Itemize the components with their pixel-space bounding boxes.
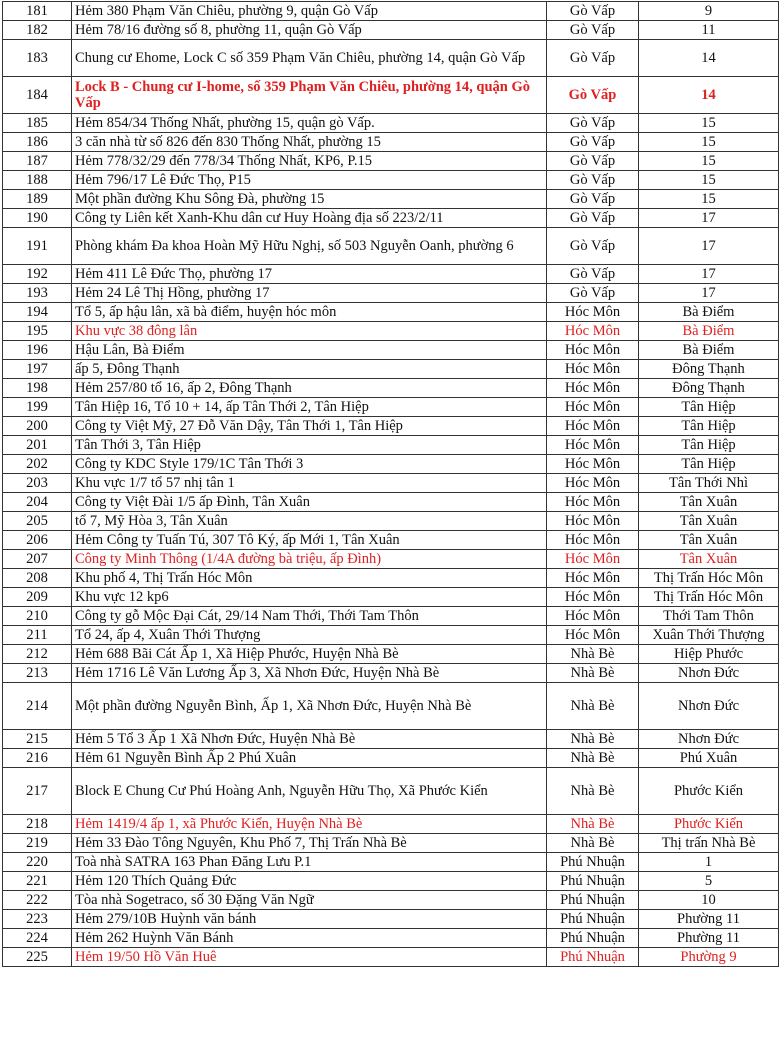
- table-row: [3, 379, 779, 398]
- district-cell: Gò Vấp: [547, 284, 639, 303]
- row-number-cell: 223: [3, 910, 72, 929]
- address-cell: Hẻm 688 Bãi Cát Ấp 1, Xã Hiệp Phước, Huyện Nhà Bè: [72, 645, 547, 664]
- table-row: [3, 948, 779, 967]
- address-cell: Tòa nhà Sogetraco, số 30 Đặng Văn Ngữ: [72, 891, 547, 910]
- table-row: [3, 284, 779, 303]
- address-cell: Lock B - Chung cư I-home, số 359 Phạm Văn Chiêu, phường 14, quận Gò Vấp: [72, 77, 547, 114]
- ward-cell: Phước Kiển: [639, 768, 779, 815]
- address-cell: Một phần đường Khu Sông Đà, phường 15: [72, 190, 547, 209]
- lockdown-area-table: [2, 1, 779, 967]
- ward-cell: 10: [639, 891, 779, 910]
- ward-cell: Phường 11: [639, 929, 779, 948]
- row-number-cell: 222: [3, 891, 72, 910]
- address-cell: Hẻm 279/10B Huỳnh văn bánh: [72, 910, 547, 929]
- row-number-cell: 212: [3, 645, 72, 664]
- row-number-cell: 211: [3, 626, 72, 645]
- district-cell: Hóc Môn: [547, 398, 639, 417]
- address-cell: Hẻm 5 Tổ 3 Ấp 1 Xã Nhơn Đức, Huyện Nhà Bè: [72, 730, 547, 749]
- row-number-cell: 194: [3, 303, 72, 322]
- address-cell: Khu vực 38 đông lân: [72, 322, 547, 341]
- ward-cell: Tân Xuân: [639, 550, 779, 569]
- table-row: [3, 910, 779, 929]
- address-cell: Công ty gỗ Mộc Đại Cát, 29/14 Nam Thới, Thới Tam Thôn: [72, 607, 547, 626]
- district-cell: Phú Nhuận: [547, 872, 639, 891]
- ward-cell: 1: [639, 853, 779, 872]
- row-number-cell: 202: [3, 455, 72, 474]
- ward-cell: 17: [639, 284, 779, 303]
- row-number-cell: 219: [3, 834, 72, 853]
- address-cell: Hẻm 24 Lê Thị Hồng, phường 17: [72, 284, 547, 303]
- district-cell: Nhà Bè: [547, 683, 639, 730]
- address-cell: Chung cư Ehome, Lock C số 359 Phạm Văn Chiêu, phường 14, quận Gò Vấp: [72, 40, 547, 77]
- address-cell: Hẻm 1716 Lê Văn Lương Ấp 3, Xã Nhơn Đức, Huyện Nhà Bè: [72, 664, 547, 683]
- address-cell: Hẻm 257/80 tổ 16, ấp 2, Đông Thạnh: [72, 379, 547, 398]
- district-cell: Gò Vấp: [547, 265, 639, 284]
- table-row: [3, 891, 779, 910]
- row-number-cell: 199: [3, 398, 72, 417]
- row-number-cell: 221: [3, 872, 72, 891]
- table-row: [3, 853, 779, 872]
- ward-cell: Phường 9: [639, 948, 779, 967]
- district-cell: Nhà Bè: [547, 645, 639, 664]
- table-body: [3, 2, 779, 967]
- address-cell: Khu vực 12 kp6: [72, 588, 547, 607]
- district-cell: Gò Vấp: [547, 40, 639, 77]
- address-cell: Hẻm 61 Nguyễn Bình Ấp 2 Phú Xuân: [72, 749, 547, 768]
- row-number-cell: 192: [3, 265, 72, 284]
- row-number-cell: 197: [3, 360, 72, 379]
- table-row: [3, 2, 779, 21]
- row-number-cell: 207: [3, 550, 72, 569]
- table-row: [3, 190, 779, 209]
- row-number-cell: 224: [3, 929, 72, 948]
- row-number-cell: 182: [3, 21, 72, 40]
- district-cell: Hóc Môn: [547, 493, 639, 512]
- district-cell: Hóc Môn: [547, 607, 639, 626]
- table-row: [3, 834, 779, 853]
- district-cell: Nhà Bè: [547, 768, 639, 815]
- row-number-cell: 187: [3, 152, 72, 171]
- address-cell: Block E Chung Cư Phú Hoàng Anh, Nguyễn Hữu Thọ, Xã Phước Kiển: [72, 768, 547, 815]
- row-number-cell: 213: [3, 664, 72, 683]
- row-number-cell: 189: [3, 190, 72, 209]
- row-number-cell: 198: [3, 379, 72, 398]
- ward-cell: Nhơn Đức: [639, 664, 779, 683]
- address-cell: Hẻm 1419/4 ấp 1, xã Phước Kiển, Huyện Nhà Bè: [72, 815, 547, 834]
- district-cell: Gò Vấp: [547, 209, 639, 228]
- district-cell: Nhà Bè: [547, 749, 639, 768]
- row-number-cell: 210: [3, 607, 72, 626]
- table-row: [3, 455, 779, 474]
- table-row: [3, 436, 779, 455]
- ward-cell: 15: [639, 114, 779, 133]
- address-cell: Công ty Việt Mỹ, 27 Đỗ Văn Dậy, Tân Thới 1, Tân Hiệp: [72, 417, 547, 436]
- district-cell: Nhà Bè: [547, 664, 639, 683]
- table-row: [3, 360, 779, 379]
- table-row: [3, 664, 779, 683]
- table-row: [3, 569, 779, 588]
- table-row: [3, 209, 779, 228]
- table-row: [3, 872, 779, 891]
- ward-cell: Tân Xuân: [639, 493, 779, 512]
- address-cell: 3 căn nhà từ số 826 đến 830 Thống Nhất, phường 15: [72, 133, 547, 152]
- address-cell: Công ty Liên kết Xanh-Khu dân cư Huy Hoàng địa số 223/2/11: [72, 209, 547, 228]
- ward-cell: 15: [639, 190, 779, 209]
- district-cell: Gò Vấp: [547, 114, 639, 133]
- ward-cell: Phú Xuân: [639, 749, 779, 768]
- district-cell: Gò Vấp: [547, 228, 639, 265]
- address-cell: Hẻm 262 Huỳnh Văn Bánh: [72, 929, 547, 948]
- row-number-cell: 217: [3, 768, 72, 815]
- row-number-cell: 200: [3, 417, 72, 436]
- table-row: [3, 607, 779, 626]
- table-row: [3, 114, 779, 133]
- row-number-cell: 193: [3, 284, 72, 303]
- ward-cell: Bà Điểm: [639, 341, 779, 360]
- row-number-cell: 218: [3, 815, 72, 834]
- district-cell: Hóc Môn: [547, 474, 639, 493]
- district-cell: Hóc Môn: [547, 569, 639, 588]
- table-row: [3, 341, 779, 360]
- district-cell: Hóc Môn: [547, 379, 639, 398]
- address-cell: Hẻm 411 Lê Đức Thọ, phường 17: [72, 265, 547, 284]
- address-cell: Tổ 5, ấp hậu lân, xã bà điểm, huyện hóc môn: [72, 303, 547, 322]
- ward-cell: Nhơn Đức: [639, 730, 779, 749]
- address-cell: Hẻm 796/17 Lê Đức Thọ, P15: [72, 171, 547, 190]
- table-row: [3, 228, 779, 265]
- table-row: [3, 768, 779, 815]
- district-cell: Nhà Bè: [547, 815, 639, 834]
- table-row: [3, 21, 779, 40]
- ward-cell: Đông Thạnh: [639, 360, 779, 379]
- district-cell: Phú Nhuận: [547, 929, 639, 948]
- table-row: [3, 588, 779, 607]
- table-row: [3, 77, 779, 114]
- ward-cell: Xuân Thới Thượng: [639, 626, 779, 645]
- district-cell: Hóc Môn: [547, 360, 639, 379]
- ward-cell: Nhơn Đức: [639, 683, 779, 730]
- row-number-cell: 196: [3, 341, 72, 360]
- address-cell: Tổ 24, ấp 4, Xuân Thới Thượng: [72, 626, 547, 645]
- ward-cell: 15: [639, 171, 779, 190]
- address-cell: Tân Hiệp 16, Tổ 10 + 14, ấp Tân Thới 2, Tân Hiệp: [72, 398, 547, 417]
- table-row: [3, 730, 779, 749]
- district-cell: Phú Nhuận: [547, 910, 639, 929]
- address-cell: Hẻm 778/32/29 đến 778/34 Thống Nhất, KP6, P.15: [72, 152, 547, 171]
- row-number-cell: 205: [3, 512, 72, 531]
- row-number-cell: 220: [3, 853, 72, 872]
- district-cell: Hóc Môn: [547, 588, 639, 607]
- district-cell: Gò Vấp: [547, 171, 639, 190]
- row-number-cell: 203: [3, 474, 72, 493]
- row-number-cell: 201: [3, 436, 72, 455]
- district-cell: Hóc Môn: [547, 550, 639, 569]
- row-number-cell: 206: [3, 531, 72, 550]
- address-cell: Hẻm 854/34 Thống Nhất, phường 15, quận gò Vấp.: [72, 114, 547, 133]
- district-cell: Hóc Môn: [547, 436, 639, 455]
- address-cell: Công ty Việt Đài 1/5 ấp Đình, Tân Xuân: [72, 493, 547, 512]
- row-number-cell: 186: [3, 133, 72, 152]
- table-row: [3, 474, 779, 493]
- table-row: [3, 550, 779, 569]
- table-row: [3, 683, 779, 730]
- ward-cell: Đông Thạnh: [639, 379, 779, 398]
- row-number-cell: 215: [3, 730, 72, 749]
- ward-cell: Bà Điểm: [639, 322, 779, 341]
- table-row: [3, 417, 779, 436]
- address-cell: Công ty Minh Thông (1/4A đường bà triệu, ấp Đình): [72, 550, 547, 569]
- row-number-cell: 181: [3, 2, 72, 21]
- address-cell: Một phần đường Nguyễn Bình, Ấp 1, Xã Nhơn Đức, Huyện Nhà Bè: [72, 683, 547, 730]
- ward-cell: 17: [639, 265, 779, 284]
- ward-cell: 14: [639, 77, 779, 114]
- table-row: [3, 493, 779, 512]
- table-row: [3, 815, 779, 834]
- ward-cell: 11: [639, 21, 779, 40]
- table-row: [3, 40, 779, 77]
- address-cell: Hẻm 78/16 đường số 8, phường 11, quận Gò Vấp: [72, 21, 547, 40]
- row-number-cell: 195: [3, 322, 72, 341]
- table-row: [3, 645, 779, 664]
- district-cell: Hóc Môn: [547, 531, 639, 550]
- ward-cell: Bà Điểm: [639, 303, 779, 322]
- address-cell: Hẻm 33 Đào Tông Nguyên, Khu Phố 7, Thị Trấn Nhà Bè: [72, 834, 547, 853]
- ward-cell: Thị Trấn Hóc Môn: [639, 588, 779, 607]
- district-cell: Gò Vấp: [547, 77, 639, 114]
- row-number-cell: 191: [3, 228, 72, 265]
- address-cell: tổ 7, Mỹ Hòa 3, Tân Xuân: [72, 512, 547, 531]
- district-cell: Hóc Môn: [547, 341, 639, 360]
- address-cell: Hẻm 19/50 Hồ Văn Huê: [72, 948, 547, 967]
- ward-cell: Tân Hiệp: [639, 436, 779, 455]
- table-row: [3, 171, 779, 190]
- district-cell: Phú Nhuận: [547, 853, 639, 872]
- address-cell: ấp 5, Đông Thạnh: [72, 360, 547, 379]
- ward-cell: 15: [639, 152, 779, 171]
- address-cell: Phòng khám Đa khoa Hoàn Mỹ Hữu Nghị, số 503 Nguyễn Oanh, phường 6: [72, 228, 547, 265]
- district-cell: Gò Vấp: [547, 190, 639, 209]
- table-row: [3, 265, 779, 284]
- district-cell: Phú Nhuận: [547, 891, 639, 910]
- district-cell: Hóc Môn: [547, 417, 639, 436]
- ward-cell: Thới Tam Thôn: [639, 607, 779, 626]
- table-row: [3, 749, 779, 768]
- district-cell: Hóc Môn: [547, 322, 639, 341]
- row-number-cell: 183: [3, 40, 72, 77]
- district-cell: Gò Vấp: [547, 152, 639, 171]
- ward-cell: Phước Kiển: [639, 815, 779, 834]
- ward-cell: 9: [639, 2, 779, 21]
- address-cell: Hẻm Công ty Tuấn Tú, 307 Tô Ký, ấp Mới 1, Tân Xuân: [72, 531, 547, 550]
- ward-cell: Tân Hiệp: [639, 398, 779, 417]
- ward-cell: Phường 11: [639, 910, 779, 929]
- ward-cell: 17: [639, 228, 779, 265]
- row-number-cell: 225: [3, 948, 72, 967]
- district-cell: Hóc Môn: [547, 455, 639, 474]
- table-row: [3, 512, 779, 531]
- row-number-cell: 209: [3, 588, 72, 607]
- table-row: [3, 929, 779, 948]
- ward-cell: Thị Trấn Hóc Môn: [639, 569, 779, 588]
- table-row: [3, 303, 779, 322]
- table-row: [3, 626, 779, 645]
- district-cell: Hóc Môn: [547, 303, 639, 322]
- ward-cell: Thị trấn Nhà Bè: [639, 834, 779, 853]
- table-row: [3, 398, 779, 417]
- ward-cell: Tân Xuân: [639, 531, 779, 550]
- address-cell: Tân Thới 3, Tân Hiệp: [72, 436, 547, 455]
- ward-cell: Tân Thới Nhì: [639, 474, 779, 493]
- address-cell: Hậu Lân, Bà Điểm: [72, 341, 547, 360]
- row-number-cell: 204: [3, 493, 72, 512]
- table-row: [3, 152, 779, 171]
- row-number-cell: 216: [3, 749, 72, 768]
- district-cell: Nhà Bè: [547, 834, 639, 853]
- address-cell: Hẻm 120 Thích Quảng Đức: [72, 872, 547, 891]
- ward-cell: Tân Xuân: [639, 512, 779, 531]
- row-number-cell: 188: [3, 171, 72, 190]
- table-row: [3, 133, 779, 152]
- ward-cell: Tân Hiệp: [639, 417, 779, 436]
- row-number-cell: 185: [3, 114, 72, 133]
- row-number-cell: 208: [3, 569, 72, 588]
- address-cell: Công ty KDC Style 179/1C Tân Thới 3: [72, 455, 547, 474]
- table-row: [3, 531, 779, 550]
- ward-cell: 14: [639, 40, 779, 77]
- district-cell: Gò Vấp: [547, 2, 639, 21]
- district-cell: Hóc Môn: [547, 512, 639, 531]
- district-cell: Gò Vấp: [547, 21, 639, 40]
- address-cell: Toà nhà SATRA 163 Phan Đăng Lưu P.1: [72, 853, 547, 872]
- ward-cell: 5: [639, 872, 779, 891]
- ward-cell: Tân Hiệp: [639, 455, 779, 474]
- row-number-cell: 214: [3, 683, 72, 730]
- address-cell: Khu phố 4, Thị Trấn Hóc Môn: [72, 569, 547, 588]
- row-number-cell: 190: [3, 209, 72, 228]
- ward-cell: 17: [639, 209, 779, 228]
- ward-cell: 15: [639, 133, 779, 152]
- row-number-cell: 184: [3, 77, 72, 114]
- district-cell: Nhà Bè: [547, 730, 639, 749]
- district-cell: Hóc Môn: [547, 626, 639, 645]
- district-cell: Phú Nhuận: [547, 948, 639, 967]
- district-cell: Gò Vấp: [547, 133, 639, 152]
- address-cell: Hẻm 380 Phạm Văn Chiêu, phường 9, quận Gò Vấp: [72, 2, 547, 21]
- table-row: [3, 322, 779, 341]
- ward-cell: Hiệp Phước: [639, 645, 779, 664]
- address-cell: Khu vực 1/7 tổ 57 nhị tân 1: [72, 474, 547, 493]
